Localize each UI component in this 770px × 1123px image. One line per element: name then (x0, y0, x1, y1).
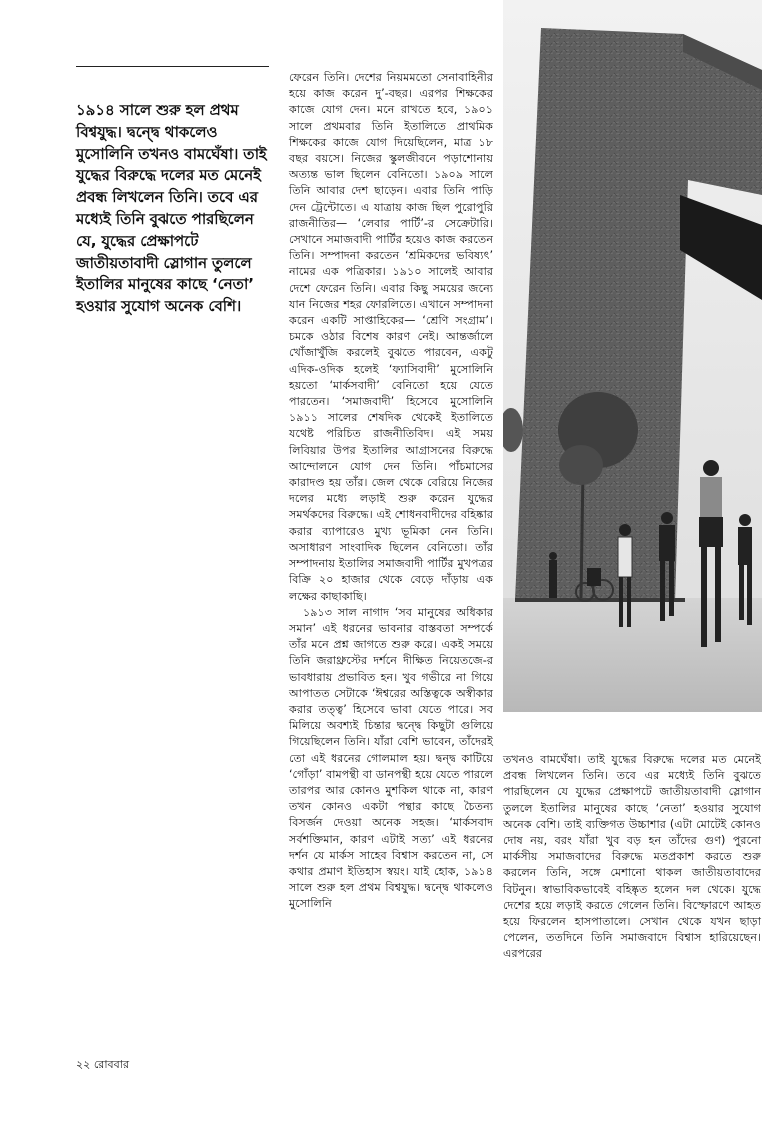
magazine-name: রোববার (93, 1058, 130, 1071)
body-column-middle (289, 70, 493, 913)
page-number: ২২ (76, 1058, 91, 1071)
monument-photo-graphic (503, 0, 762, 712)
body-paragraph-1: ফেরেন তিনি। দেশের নিয়মমতো সেনাবাহিনীর হয়ে কাজ করেন দু’-বছর। এরপর শিক্ষকের কাজে যোগ দেন। মনে রাখতে হবে, ১৯০১ সালে প্রথমবার তিনি ইতালিতে প্রাথমিক শিক্ষকের কাজে যোগ দিয়েছিলেন, মাত্র ১৮ বছর বয়সে। নিজের স্কুলজীবনে পড়াশোনায় অত্যন্ত ভাল ছিলেন বেনিতো। ১৯০৯ সালে তিনি আবার দেশ ছাড়েন। এবার তিনি পাড়ি দেন ট্রেন্টোতে। এ যাত্রায় কাজ ছিল পুরোপুরি রাজনীতির— ‘লেবার পার্টি’-র সেক্রেটারি। সেখানে সমাজবাদী পার্টির হয়েও কাজ করতেন তিনি। সম্পাদনা করতেন ‘শ্রমিকদের ভবিষ্যৎ’ নামের এক পত্রিকার। ১৯১০ সালেই আবার দেশে ফেরেন তিনি। এবার কিছু সময়ের জন্যে যান নিজের শহর ফোরলিতে। এখানে সম্পাদনা করেন একটি সাপ্তাহিকের— ‘শ্রেণি সংগ্রাম’। চমকে ওঠার বিশেষ কারণ নেই। আন্তর্জালে খোঁজাখুঁজি করলেই বুঝতে পারবেন, একটু এদিক-ওদিক হলেই ‘ফ্যাসিবাদী’ মুসোলিনি হয়তো ‘মার্কসবাদী’ বেনিতো হয়ে যেতে পারতেন। ‘সমাজবাদী’ হিসেবে মুসোলিনি ১৯১১ সালের শেষদিক থেকেই ইতালিতে যথেষ্ট পরিচিত রাজনীতিবিদ। এই সময় লিবিয়ার উপর ইতালির আগ্রাসনের বিরুদ্ধে আন্দোলনে যোগ দেন তিনি। পাঁচমাসের কারাদণ্ড হয় তাঁর। জেল থেকে বেরিয়ে নিজের দলের মধ্যে লড়াই শুরু করেন যুদ্ধের সমর্থকদের বিরুদ্ধে। এই শোধনবাদীদের বহিষ্কার করার ব্যাপারেও মুখ্য ভূমিকা নেন তিনি। অসাধারণ সাংবাদিক ছিলেন বেনিতো। তাঁর সম্পাদনায় ইতালির সমাজবাদী পার্টির মুখপত্রর বিক্রি ২০ হাজার থেকে বেড়ে দাঁড়ায় এক লক্ষের কাছাকাছি। (289, 71, 493, 603)
top-rule (76, 66, 269, 67)
body-paragraph-2: ১৯১৩ সাল নাগাদ ‘সব মানুষের অধিকার সমান’ এই ধরনের ভাবনার বাস্তবতা সম্পর্কে তাঁর মনে প্রশ্ন জাগতে শুরু করে। একই সময়ে তিনি জরাথ্রুস্টের দর্শনে দীক্ষিত নিয়েতজে-র ভাবধারায় প্রভাবিত হন। খুব গভীরে না গিয়ে আপাতত সেটাকে ‘ঈশ্বরের অস্তিত্বকে অস্বীকার করার তত্ত্ব’ হিসেবে ভাবা যেতে পারে। সব মিলিয়ে অবশ্যই চিন্তার দ্বন্দ্বে কিছুটা গুলিয়ে গিয়েছিলেন তিনি। যাঁরা বেশি ভাবেন, তাঁদেরই তো এই ধরনের গোলমাল হয়। দ্বন্দ্ব কাটিয়ে ‘গোঁড়া’ বামপন্থী বা ডানপন্থী হয়ে যেতে পারলে তারপর আর কোনও মুশকিল থাকে না, কারণ তখন কোনও একটা পন্থার কাছে চৈতন্য বিসর্জন দেওয়া অনেক সহজ। ‘মার্কসবাদ সর্বশক্তিমান, কারণ এটাই সত্য’ এই ধরনের দর্শন যে মার্কস সাহেব বিশ্বাস করতেন না, সে কথার প্রমাণ ইতিহাস স্বয়ং। যাই হোক, ১৯১৪ সালে শুরু হল প্রথম বিশ্বযুদ্ধ। দ্বন্দ্বে থাকলেও মুসোলিনি (289, 605, 493, 911)
monument-photo (503, 0, 762, 712)
body-column-right: তখনও বামঘেঁষা। তাই যুদ্ধের বিরুদ্ধে দলের মত মেনেই প্রবন্ধ লিখলেন তিনি। তবে এর মধ্যেই তিনি বুঝতে পারছিলেন যে যুদ্ধের প্রেক্ষাপটে জাতীয়তাবাদী স্লোগান তুললে ইতালির মানুষের কাছে ‘নেতা’ হওয়ার সুযোগ অনেক বেশি। তাই ব্যক্তিগত উচ্চাশার (এটা মোটেই কোনও দোষ নয়, বরং যাঁরা খুব বড় হন তাঁদের গুণ) পুরনো মার্কসীয় সমাজবাদের বিরুদ্ধে মতপ্রকাশ করতে শুরু করলেন তিনি, সঙ্গে মেশানো থাকল জাতীয়তাবাদের বিটনুন। স্বাভাবিকভাবেই বহিষ্কৃত হলেন দল থেকে। যুদ্ধে দেশের হয়ে লড়াই করতে গেলেন তিনি। বিস্ফোরণে আহত হয়ে ফিরলেন হাসপাতালে। সেখান থেকে যখন ছাড়া পেলেন, ততদিনে তিনি সমাজবাদে বিশ্বাস হারিয়েছেন। এরপরের (503, 753, 761, 961)
page-footer (76, 1056, 129, 1075)
pull-quote: ১৯১৪ সালে শুরু হল প্রথম বিশ্বযুদ্ধ। দ্বন্দ্বে থাকলেও মুসোলিনি তখনও বামঘেঁষা। তাই যুদ্ধের বিরুদ্ধে দলের মত মেনেই প্রবন্ধ লিখলেন তিনি। তবে এর মধ্যেই তিনি বুঝতে পারছিলেন যে, যুদ্ধের প্রেক্ষাপটে জাতীয়তাবাদী স্লোগান তুললে ইতালির মানুষের কাছে ‘নেতা’ হওয়ার সুযোগ অনেক বেশি। (76, 101, 267, 316)
